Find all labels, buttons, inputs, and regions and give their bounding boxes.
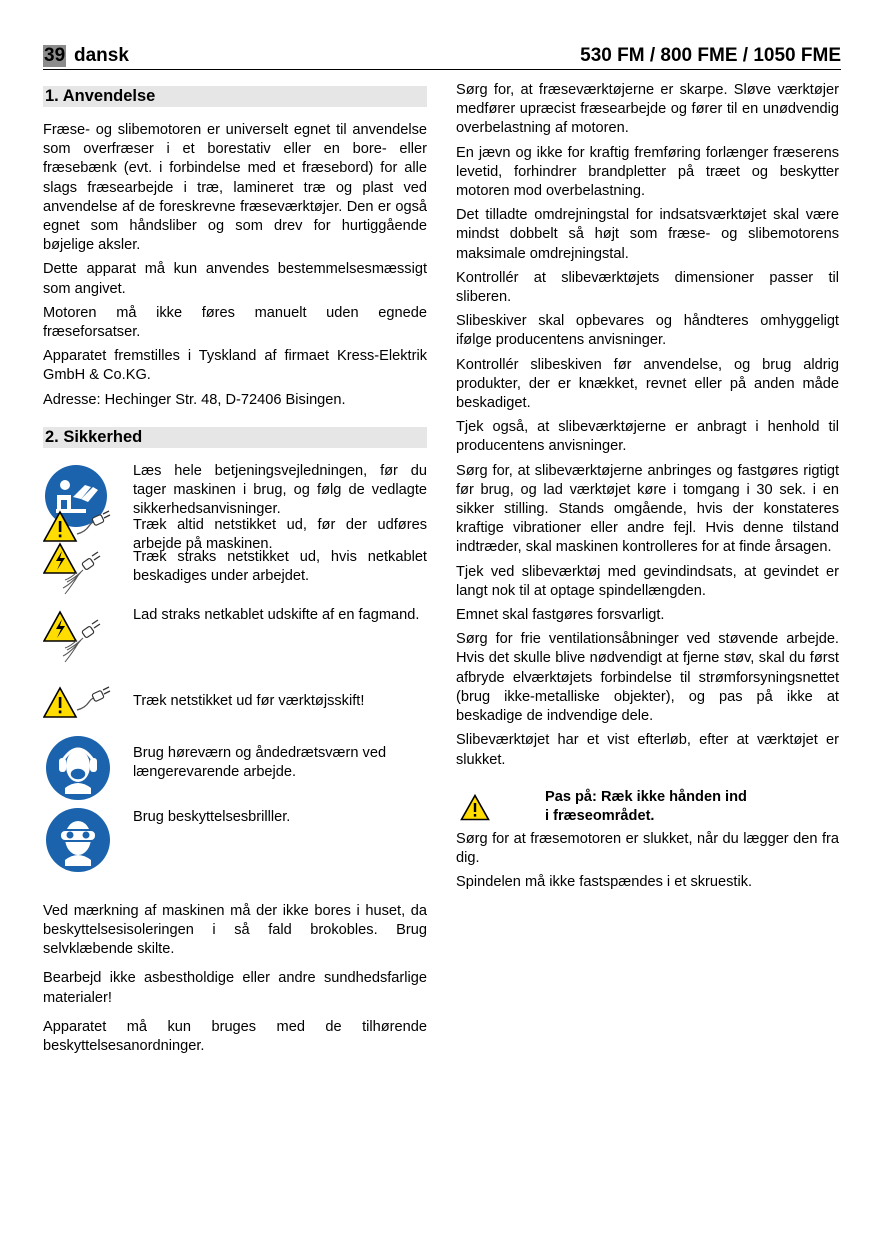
warning-note: [456, 788, 839, 828]
safety-goggles-icon: [43, 808, 111, 872]
page-header: [43, 44, 841, 70]
paragraph: Spindelen må ikke fastspændes i et skruestik.: [456, 874, 753, 891]
paragraph: Sørg for at fræsemotoren er slukket, når du lægger den fra dig.: [456, 830, 839, 866]
symbol-text: Træk straks netstikket ud, hvis netkablet beskadiges under arbejdet.: [133, 548, 427, 585]
symbol-row: [43, 736, 427, 808]
symbol-row: [43, 686, 427, 736]
damaged-cable-warning-icon: [43, 542, 111, 606]
paragraph: Ved mærkning af maskinen må der ikke bores i huset, da beskyttelsesisoleringen i så fald brokobles. Brug selvklæbende skilte.: [43, 902, 427, 958]
paragraph: Sørg for, at fræseværktøjerne er skarpe. Sløve værktøjer medfører upræcist fræsearbejde og fører til en unødvendig overbelastning af motoren.: [456, 82, 839, 137]
symbol-text: Træk netstikket ud før værktøjsskift!: [133, 692, 365, 709]
language-label: dansk: [74, 45, 129, 66]
paragraph: Fræse- og slibemotoren er universelt egnet til anvendelse som overfræser i et borestativ eller en bore- eller fræsebænk (evt. i forbindelse med et fræsebord) for alle slags fræsearbejde i træ, lamineret træ og plast ved anvendelse af de foreskrevne fræseværktøjer. Den er også egnet som håndsliber og som drev for hurtiggående bøjelige aksler.: [43, 122, 427, 254]
warning-text: [545, 788, 747, 826]
paragraph: Dette apparat må kun anvendes bestemmelsesmæssigt som angivet.: [43, 261, 427, 297]
paragraph: Slibeskiver skal opbevares og håndteres omhyggeligt ifølge producentens anvisninger.: [456, 313, 839, 349]
symbol-row: [43, 808, 427, 898]
section-heading-sikkerhed: 2. Sikkerhed: [43, 427, 427, 448]
symbol-text: Lad straks netkablet udskifte af en fagmand.: [133, 606, 420, 623]
page-number: 39: [44, 45, 66, 66]
symbol-text: Træk altid netstikket ud, før der udføres arbejde på maskinen.: [133, 516, 427, 553]
symbol-text: Brug beskyttelsesbrilller.: [133, 808, 291, 825]
paragraph: Motoren må ikke føres manuelt uden egnede fræseforsatser.: [43, 304, 427, 341]
paragraph: Bearbejd ikke asbestholdige eller andre sundhedsfarlige materialer!: [43, 970, 427, 1006]
model-label: 530 FM / 800 FME / 1050 FME: [580, 45, 841, 66]
paragraph: Sørg for, at slibeværktøjerne anbringes og fastgøres rigtigt før brug, og lad værktøjet køre i tomgang i 30 sek. i en sikker stilling. Stands omgående, hvis der konstateres kraftige vibrationer eller andre fejl. Hvis denne tilstand indtræder, skal maskinen kontrolleres for at finde årsagen.: [456, 462, 839, 556]
paragraph: Tjek også, at slibeværktøjerne er anbragt i henhold til producentens anvisninger.: [456, 419, 839, 455]
paragraph: Tjek ved slibeværktøj med gevindindsats, at gevindet er langt nok til at optage spindellængden.: [456, 563, 839, 599]
damaged-cable-replace-icon: [43, 610, 111, 674]
symbol-row: [43, 606, 427, 686]
paragraph: Slibeværktøjet har et vist efterløb, efter at værktøjet er slukket.: [456, 732, 839, 768]
paragraph: Apparatet må kun bruges med de tilhørende beskyttelsesanordninger.: [43, 1018, 427, 1055]
paragraph: Apparatet fremstilles i Tyskland af firmaet Kress-Elektrik GmbH & Co.KG.: [43, 348, 427, 384]
right-column: [456, 81, 839, 897]
left-column: [43, 80, 427, 1061]
warning-line-2: i fræseområdet.: [545, 807, 655, 824]
paragraph: Det tilladte omdrejningstal for indsatsværktøjet skal være mindst dobbelt så højt som fræse- og slibemotorens maksimale omdrejningstal.: [456, 207, 839, 262]
paragraph: En jævn og ikke for kraftig fremføring forlænger fræserens levetid, forhindrer brandpletter på træet og beskytter motoren mod overbelastning.: [456, 144, 839, 200]
unplug-tool-change-icon: [43, 686, 111, 720]
paragraph: Emnet skal fastgøres forsvarligt.: [456, 607, 665, 624]
unplug-warning-icon: [43, 510, 111, 544]
section-heading-anvendelse: 1. Anvendelse: [43, 86, 427, 107]
paragraph: Sørg for frie ventilationsåbninger ved støvende arbejde. Hvis det skulle blive nødvendigt at fjerne støv, skal du først afbryde elværktøjets forbindelse til strømforsyningsnettet (brug ikke-metalliske objekter), og pas på ikke at beskadige de indvendige dele.: [456, 631, 839, 725]
paragraph: Adresse: Hechinger Str. 48, D-72406 Bisingen.: [43, 391, 346, 408]
ear-mask-protection-icon: [43, 736, 111, 800]
paragraph: Kontrollér slibeskiven før anvendelse, og brug aldrig produkter, der er knækket, revnet eller på anden måde beskadiget.: [456, 356, 839, 412]
symbol-text: Læs hele betjeningsvejledningen, før du tager maskinen i brug, og følg de vedlagte sikkerhedsanvisninger.: [133, 462, 427, 518]
warning-line-1: Pas på: Ræk ikke hånden ind: [545, 788, 747, 805]
warning-triangle-icon: [460, 794, 490, 821]
paragraph: Kontrollér at slibeværktøjets dimensioner passer til sliberen.: [456, 269, 839, 306]
symbol-text: Brug høreværn og åndedrætsværn ved længerevarende arbejde.: [133, 744, 387, 781]
symbol-row: [43, 548, 427, 606]
